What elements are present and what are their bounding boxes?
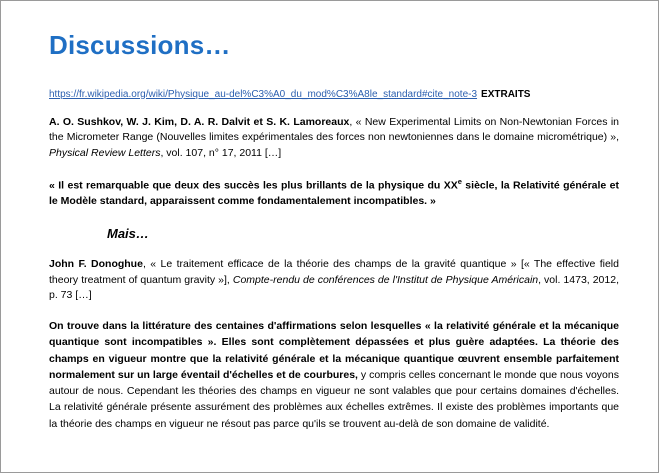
quotation-1-part2: siècle, la Relativité générale et le Modèle standard, apparaissent comme fondamentalement incompatibles. » xyxy=(49,179,619,208)
body-paragraph xyxy=(49,318,619,432)
body-normal-segment: y compris celles concernant le monde que nous voyons autour de nous. Cependant les théories des champs en vigueur ne sont valables que pour certains domaines d'échelles. La relativité générale présente assurément des problèmes aux échelles extrêmes. Il existe des problèmes importants que la théorie des champs en vigueur ne résout pas parce qu'ils se trouvent au-delà de son domaine de validité. xyxy=(49,368,619,430)
reference-entry-1 xyxy=(49,115,619,162)
slide-content xyxy=(49,31,619,432)
quotation-1 xyxy=(49,176,619,210)
reference-2-author: John F. Donoghue xyxy=(49,257,143,270)
reference-2-journal: Compte-rendu de conférences de l'Institut de Physique Américain xyxy=(232,273,539,286)
reference-1-article: « New Experimental Limits on Non-Newtonian Forces in the Micrometer Range (Nouvelles limites expérimentales des forces non newtoniennes dans le domaine micrométrique) » xyxy=(49,115,619,144)
source-link-row xyxy=(49,88,619,101)
reference-1-journal: Physical Review Letters xyxy=(49,147,161,160)
reference-1-details: , vol. 107, n° 17, 2011 […] xyxy=(160,147,282,160)
page-title: Discussions… xyxy=(49,30,231,60)
reference-1-comma: , xyxy=(349,115,356,128)
quotation-1-part1: « Il est remarquable que deux des succès les plus brillants de la physique du XX xyxy=(49,179,458,192)
reference-2-details: , vol. 1473, 2012, p. 73 […] xyxy=(49,273,619,302)
body-bold-segment: On trouve dans la littérature des centaines d'affirmations selon lesquelles « la relativité générale et la mécanique quantique sont incompatibles ». Elles sont complètement dépassées et plus guère adaptées. La théorie des champs en vigueur montre que la relativité générale et la mécanique quantique œuvrent ensemble parfaitement normalement sur un large éventail d'échelles et de courbures, xyxy=(49,320,619,381)
reference-1-authors: A. O. Sushkov, W. J. Kim, D. A. R. Dalvit et S. K. Lamoreaux xyxy=(49,115,350,128)
wikipedia-source-link[interactable]: https://fr.wikipedia.org/wiki/Physique_au-del%C3%A0_du_mod%C3%A8le_standard#cite_note-3 xyxy=(49,88,478,100)
reference-2-comma: , xyxy=(142,257,151,270)
reference-2-bracket: [« The effective field theory treatment of quantum gravity »], xyxy=(49,257,619,286)
reference-entry-2 xyxy=(49,257,619,304)
reference-1-separator: , xyxy=(616,131,619,144)
quotation-1-superscript: e xyxy=(457,176,462,186)
extraits-label: EXTRAITS xyxy=(481,88,531,100)
reference-2-article: « Le traitement efficace de la théorie des champs de la gravité quantique » xyxy=(150,257,517,270)
transition-word: Mais… xyxy=(107,225,149,241)
